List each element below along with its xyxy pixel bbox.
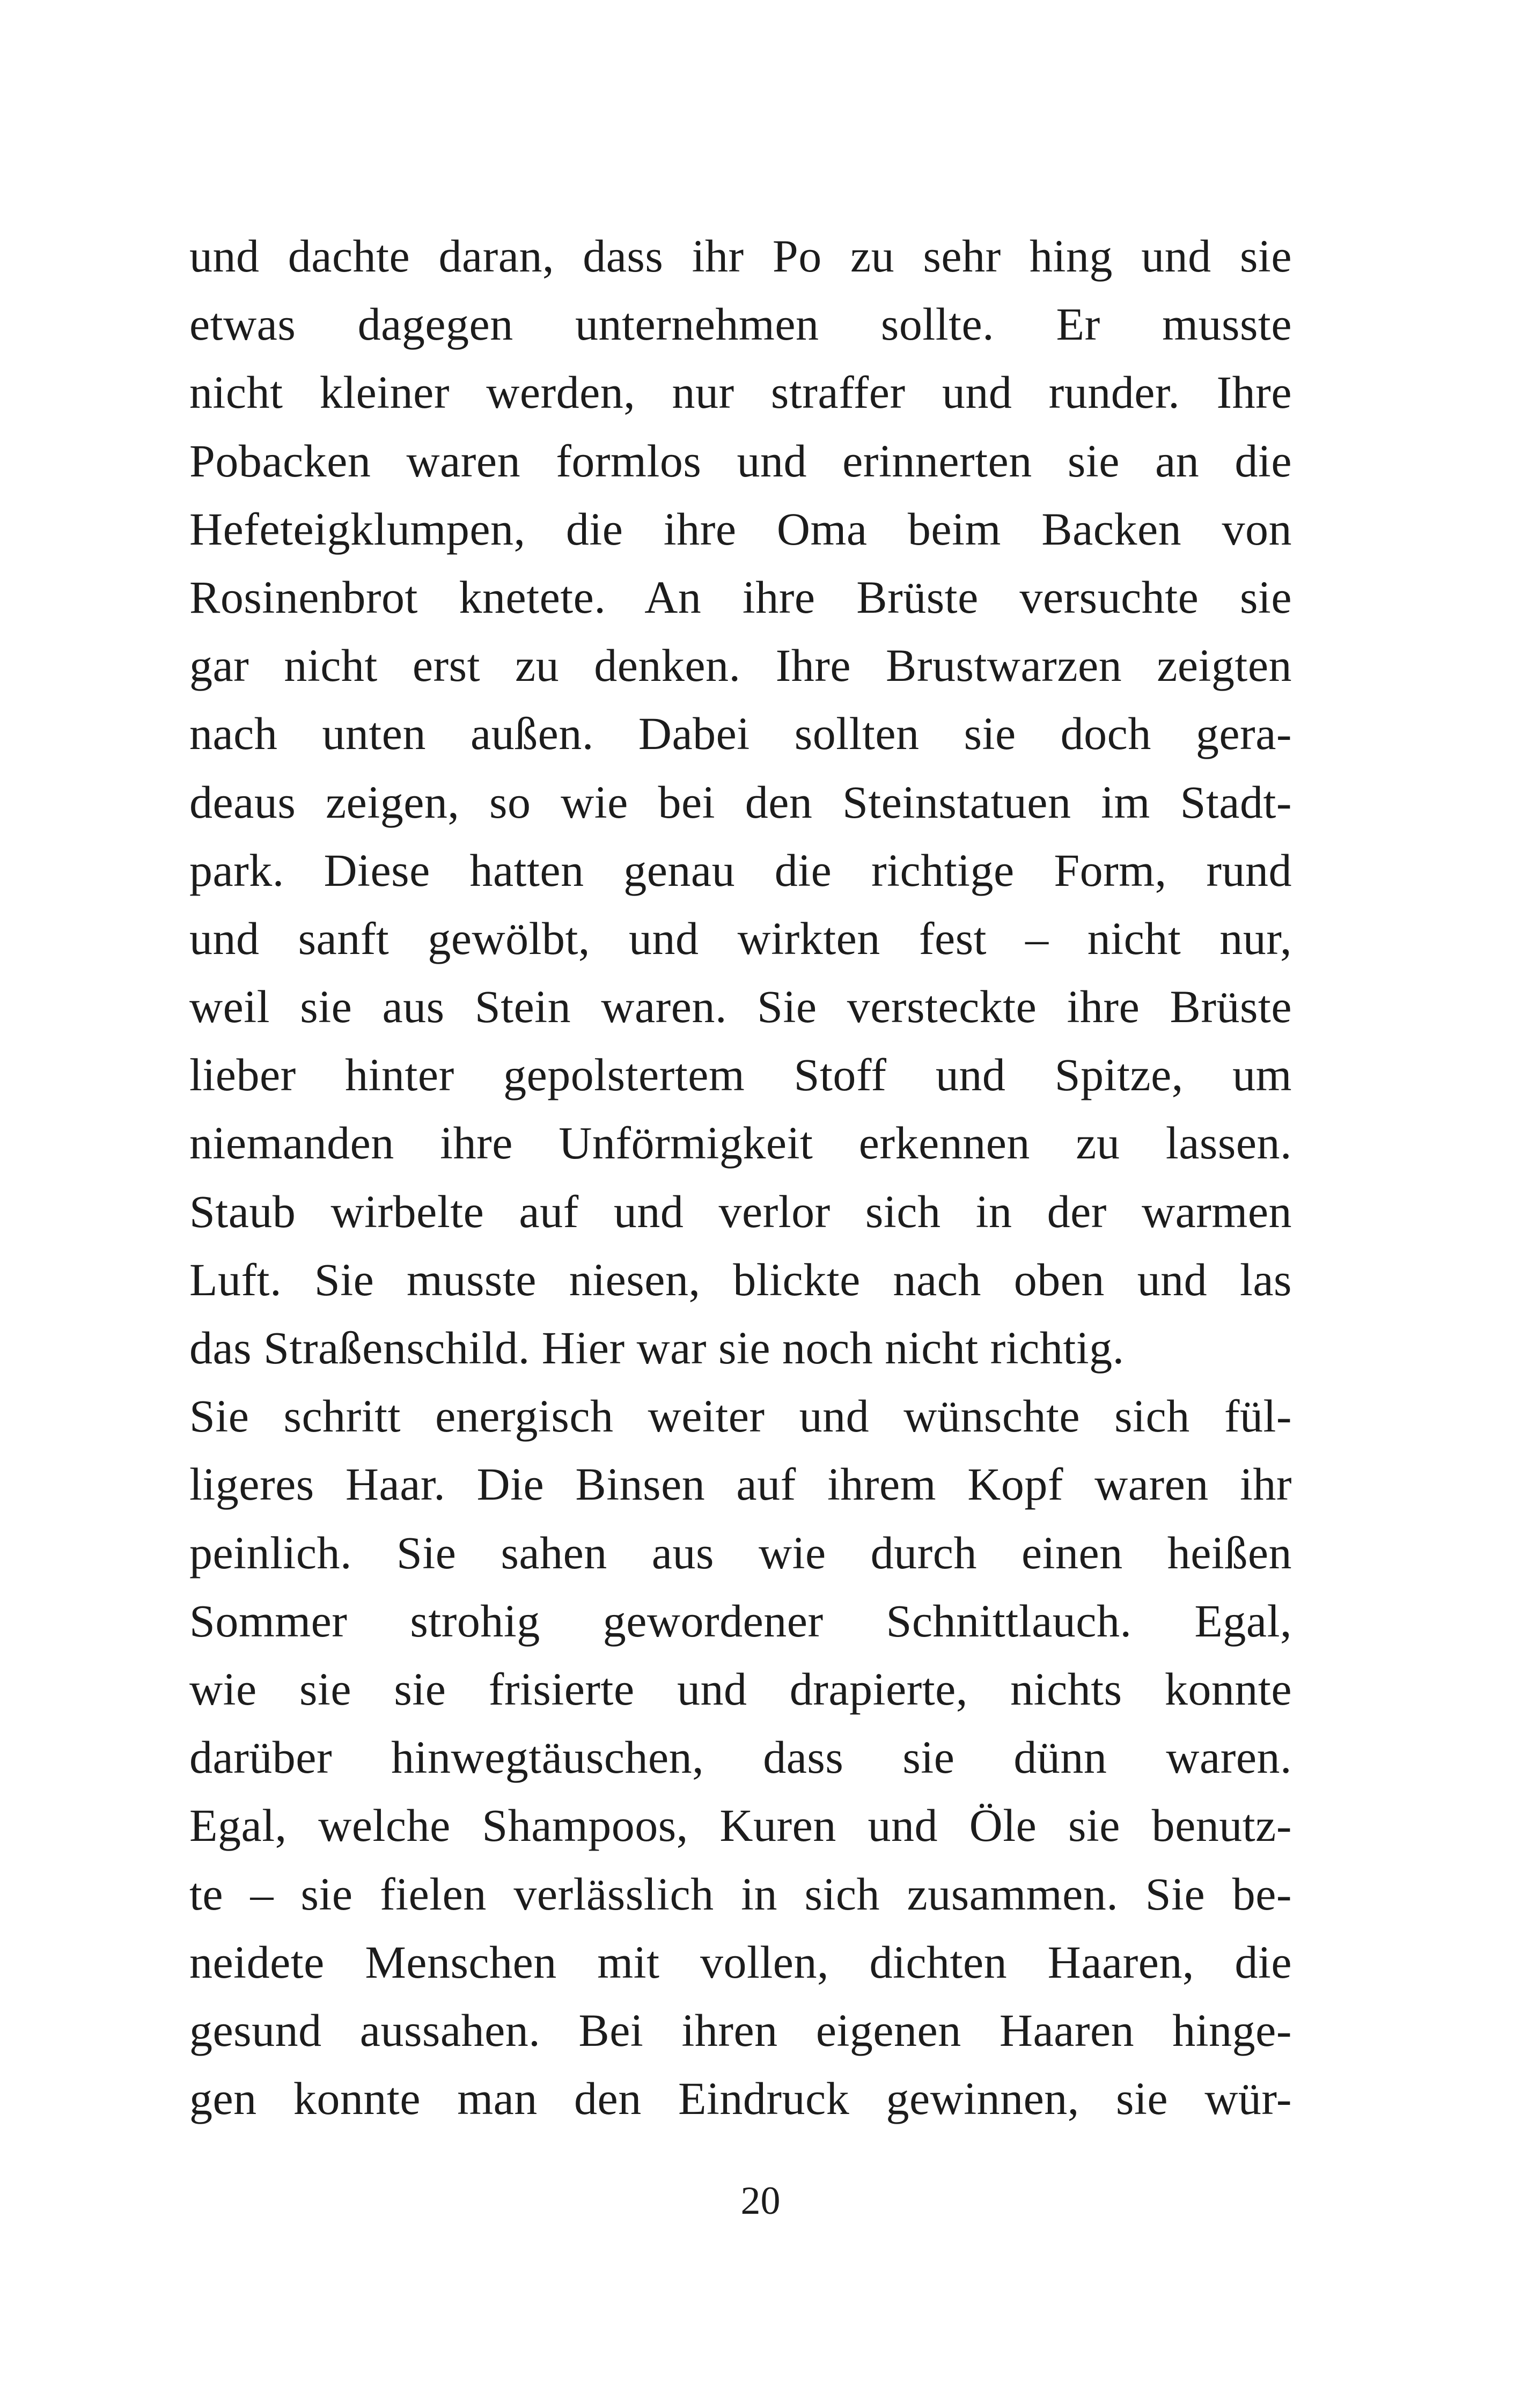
text-line: Luft. Sie musste niesen, blickte nach oben und las xyxy=(189,1253,1292,1305)
text-line: Staub wirbelte auf und verlor sich in der warmen xyxy=(189,1185,1292,1237)
text-line: park. Diese hatten genau die richtige Form, rund xyxy=(189,844,1292,896)
text-line: peinlich. Sie sahen aus wie durch einen heißen xyxy=(189,1526,1292,1579)
text-line: ligeres Haar. Die Binsen auf ihrem Kopf waren ihr xyxy=(189,1458,1292,1510)
body-text xyxy=(189,222,1292,2133)
text-line: deaus zeigen, so wie bei den Steinstatuen im Stadt- xyxy=(189,776,1292,828)
text-line: wie sie sie frisierte und drapierte, nichts konnte xyxy=(189,1663,1292,1715)
text-line: etwas dagegen unternehmen sollte. Er musste xyxy=(189,298,1292,350)
page-number: 20 xyxy=(740,2179,781,2223)
text-line: weil sie aus Stein waren. Sie versteckte ihre Brüste xyxy=(189,981,1292,1033)
text-line: Rosinenbrot knetete. An ihre Brüste versuchte sie xyxy=(189,571,1292,623)
text-line: neidete Menschen mit vollen, dichten Haaren, die xyxy=(189,1936,1292,1988)
text-line: nach unten außen. Dabei sollten sie doch gera- xyxy=(189,708,1292,760)
text-line: das Straßenschild. Hier war sie noch nicht richtig. xyxy=(189,1322,1125,1374)
text-line: Sie schritt energisch weiter und wünschte sich fül- xyxy=(189,1390,1292,1442)
text-line: und sanft gewölbt, und wirkten fest – nicht nur, xyxy=(189,912,1292,964)
text-line: gar nicht erst zu denken. Ihre Brustwarzen zeigten xyxy=(189,640,1292,692)
text-line: Pobacken waren formlos und erinnerten sie an die xyxy=(189,435,1292,487)
text-line: niemanden ihre Unförmigkeit erkennen zu lassen. xyxy=(189,1117,1292,1169)
text-line: Hefeteigklumpen, die ihre Oma beim Backen von xyxy=(189,503,1292,555)
text-line: lieber hinter gepolstertem Stoff und Spitze, um xyxy=(189,1049,1292,1101)
text-line: nicht kleiner werden, nur straffer und runder. Ihre xyxy=(189,366,1292,419)
text-line: gen konnte man den Eindruck gewinnen, sie wür- xyxy=(189,2073,1292,2125)
text-line: und dachte daran, dass ihr Po zu sehr hing und sie xyxy=(189,230,1292,282)
text-line: Egal, welche Shampoos, Kuren und Öle sie benutz- xyxy=(189,1800,1292,1852)
text-line: Sommer strohig gewordener Schnittlauch. Egal, xyxy=(189,1595,1292,1647)
text-line: te – sie fielen verlässlich in sich zusammen. Sie be- xyxy=(189,1868,1292,1920)
text-line: darüber hinwegtäuschen, dass sie dünn waren. xyxy=(189,1731,1292,1783)
text-line: gesund aussahen. Bei ihren eigenen Haaren hinge- xyxy=(189,2004,1292,2056)
